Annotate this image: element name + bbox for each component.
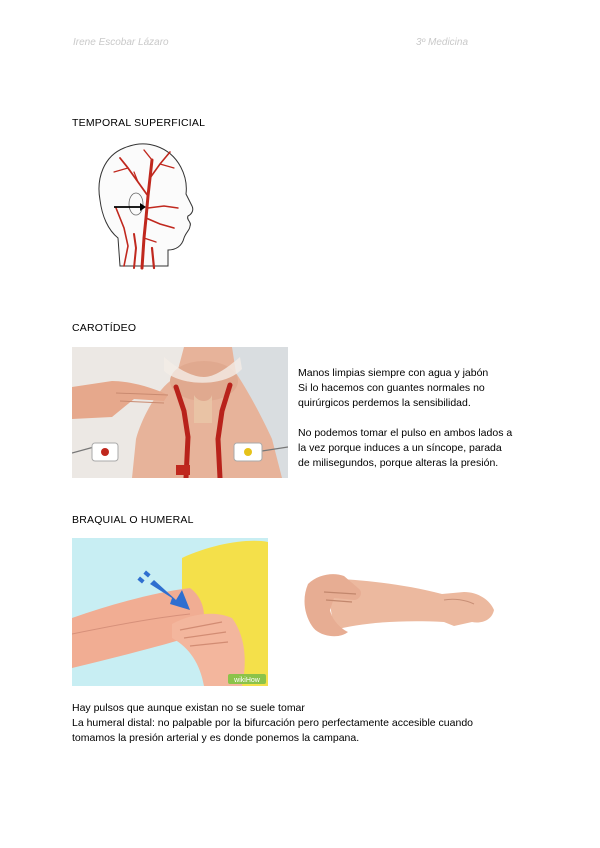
carotid-note-line: la vez porque induces a un síncope, parada <box>298 442 502 454</box>
carotid-note-line: Si lo hacemos con guantes normales no <box>298 382 485 394</box>
brachial-note-line: La humeral distal: no palpable por la bifurcación pero perfectamente accesible cuando <box>72 717 473 729</box>
section-title-braquial: BRAQUIAL O HUMERAL <box>72 514 194 526</box>
carotid-notes <box>298 366 512 471</box>
section-title-temporal: TEMPORAL SUPERFICIAL <box>72 117 206 129</box>
brachial-note-line: tomamos la presión arterial y es donde ponemos la campana. <box>72 732 360 744</box>
temporal-artery-head-illustration <box>94 138 200 270</box>
carotid-note-line: quirúrgicos perdemos la sensibilidad. <box>298 397 471 409</box>
header-author: Irene Escobar Lázaro <box>73 37 169 48</box>
carotid-note-line: de milisegundos, porque alteras la presión. <box>298 457 499 469</box>
carotid-note-line: Manos limpias siempre con agua y jabón <box>298 367 489 379</box>
carotid-note-line <box>298 411 512 426</box>
brachial-notes <box>72 701 473 746</box>
section-title-carotideo: CAROTÍDEO <box>72 322 137 334</box>
carotid-pulse-photo <box>72 347 288 478</box>
header-course: 3º Medicina <box>416 37 469 48</box>
forearm-pulse-illustration <box>304 570 496 640</box>
carotid-note-line: No podemos tomar el pulso en ambos lados a <box>298 427 513 439</box>
wikihow-watermark: wikiHow <box>234 677 260 684</box>
brachial-pulse-illustration <box>72 538 268 686</box>
brachial-note-line: Hay pulsos que aunque existan no se suele tomar <box>72 702 305 714</box>
